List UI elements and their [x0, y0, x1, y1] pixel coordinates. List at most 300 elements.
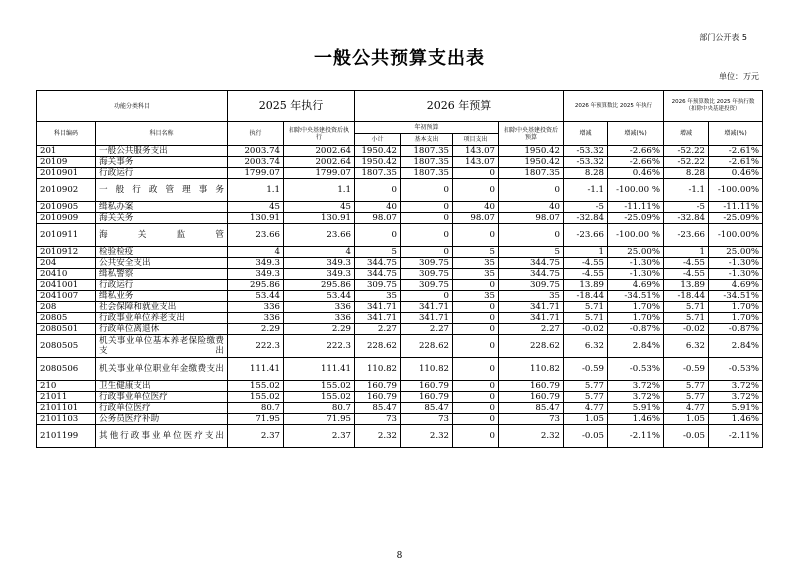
- cell-exec-excl: 4: [284, 247, 355, 258]
- cell-exec-excl: 336: [284, 302, 355, 313]
- cell-project: 143.07: [453, 146, 499, 157]
- cell-exec-excl: 349.3: [284, 258, 355, 269]
- table-row: [37, 358, 763, 381]
- cell-diff: -5: [564, 202, 608, 213]
- cell-name: 行政事业单位医疗: [96, 392, 228, 403]
- cell-exec-excl: 111.41: [284, 358, 355, 381]
- table-body: [37, 146, 763, 448]
- cell-project: 0: [453, 381, 499, 392]
- header-name: 科目名称: [96, 122, 228, 146]
- cell-total: 0: [355, 224, 401, 247]
- cell-exec-excl: 336: [284, 313, 355, 324]
- cell-diff: 1.05: [564, 414, 608, 425]
- cell-code: 2041007: [37, 291, 96, 302]
- cell-code: 2010911: [37, 224, 96, 247]
- cell-budget-excl: 1950.42: [499, 146, 564, 157]
- table-row: [37, 425, 763, 448]
- cell-project: 0: [453, 313, 499, 324]
- cell-pct2: 1.70%: [709, 302, 763, 313]
- cell-total: 160.79: [355, 392, 401, 403]
- cell-name: 行政事业单位养老支出: [96, 313, 228, 324]
- cell-pct: 2.84%: [608, 335, 664, 358]
- cell-diff2: 5.77: [664, 392, 709, 403]
- cell-basic: 309.75: [401, 258, 453, 269]
- cell-diff2: -1.1: [664, 179, 709, 202]
- cell-pct2: -0.53%: [709, 358, 763, 381]
- cell-budget-excl: 344.75: [499, 258, 564, 269]
- cell-pct: -100.00 %: [608, 224, 664, 247]
- cell-pct2: 3.72%: [709, 392, 763, 403]
- cell-pct: -0.87%: [608, 324, 664, 335]
- cell-project: 98.07: [453, 213, 499, 224]
- cell-diff2: 1: [664, 247, 709, 258]
- cell-name: 卫生健康支出: [96, 381, 228, 392]
- cell-budget-excl: 2.32: [499, 425, 564, 448]
- cell-pct: 1.70%: [608, 313, 664, 324]
- cell-exec: 349.3: [228, 258, 284, 269]
- cell-name: 一般行政管理事务: [96, 179, 228, 202]
- cell-code: 2041001: [37, 280, 96, 291]
- header-annual-budget: 年初预算: [355, 122, 499, 134]
- cell-pct2: 0.46%: [709, 168, 763, 179]
- cell-project: 0: [453, 280, 499, 291]
- cell-exec-excl: 155.02: [284, 392, 355, 403]
- cell-diff2: -23.66: [664, 224, 709, 247]
- cell-basic: 0: [401, 291, 453, 302]
- cell-basic: 228.62: [401, 335, 453, 358]
- cell-project: 143.07: [453, 157, 499, 168]
- cell-pct: -11.11%: [608, 202, 664, 213]
- cell-pct: -25.09%: [608, 213, 664, 224]
- cell-code: 2101199: [37, 425, 96, 448]
- cell-pct: -1.30%: [608, 269, 664, 280]
- cell-exec: 336: [228, 313, 284, 324]
- cell-pct2: 4.69%: [709, 280, 763, 291]
- cell-pct2: -2.61%: [709, 157, 763, 168]
- cell-pct: 3.72%: [608, 381, 664, 392]
- cell-exec-excl: 45: [284, 202, 355, 213]
- cell-exec-excl: 130.91: [284, 213, 355, 224]
- cell-code: 210: [37, 381, 96, 392]
- cell-project: 0: [453, 358, 499, 381]
- cell-total: 228.62: [355, 335, 401, 358]
- cell-project: 0: [453, 425, 499, 448]
- cell-code: 201: [37, 146, 96, 157]
- table-row: [37, 213, 763, 224]
- cell-diff: 13.89: [564, 280, 608, 291]
- cell-code: 21011: [37, 392, 96, 403]
- cell-project: 0: [453, 414, 499, 425]
- cell-diff2: -52.22: [664, 146, 709, 157]
- cell-diff2: 5.77: [664, 381, 709, 392]
- cell-basic: 2.32: [401, 425, 453, 448]
- cell-exec: 336: [228, 302, 284, 313]
- cell-exec: 2.29: [228, 324, 284, 335]
- cell-pct: 1.46%: [608, 414, 664, 425]
- table-row: [37, 302, 763, 313]
- cell-exec-excl: 2.37: [284, 425, 355, 448]
- cell-code: 2080505: [37, 335, 96, 358]
- cell-name: 社会保障和就业支出: [96, 302, 228, 313]
- cell-project: 0: [453, 168, 499, 179]
- cell-basic: 2.27: [401, 324, 453, 335]
- cell-total: 2.32: [355, 425, 401, 448]
- cell-diff: -23.66: [564, 224, 608, 247]
- cell-project: 0: [453, 403, 499, 414]
- cell-pct: -2.11%: [608, 425, 664, 448]
- table-row: [37, 224, 763, 247]
- header-diff: 增减: [564, 122, 608, 146]
- cell-code: 20109: [37, 157, 96, 168]
- cell-diff2: 5.71: [664, 313, 709, 324]
- cell-name: 海关事务: [96, 157, 228, 168]
- cell-exec: 45: [228, 202, 284, 213]
- cell-total: 40: [355, 202, 401, 213]
- cell-exec: 295.86: [228, 280, 284, 291]
- cell-name: 海关关务: [96, 213, 228, 224]
- table-row: [37, 269, 763, 280]
- cell-total: 73: [355, 414, 401, 425]
- cell-basic: 1807.35: [401, 168, 453, 179]
- header-function-class: 功能分类科目: [37, 91, 228, 122]
- cell-diff2: 4.77: [664, 403, 709, 414]
- table-row: [37, 392, 763, 403]
- cell-exec: 4: [228, 247, 284, 258]
- cell-exec: 2003.74: [228, 157, 284, 168]
- cell-diff2: -0.05: [664, 425, 709, 448]
- header-compare-exec-excl: 2026 年预算数比 2025 年执行数 （扣除中央基建投资）: [664, 91, 763, 122]
- cell-pct2: 3.72%: [709, 381, 763, 392]
- cell-basic: 0: [401, 213, 453, 224]
- cell-diff: 5.71: [564, 302, 608, 313]
- cell-exec-excl: 2002.64: [284, 146, 355, 157]
- cell-name: 缉私业务: [96, 291, 228, 302]
- cell-diff2: -4.55: [664, 269, 709, 280]
- cell-pct: 1.70%: [608, 302, 664, 313]
- cell-code: 2010902: [37, 179, 96, 202]
- cell-code: 2080501: [37, 324, 96, 335]
- cell-diff: 5.77: [564, 392, 608, 403]
- cell-pct2: 1.70%: [709, 313, 763, 324]
- cell-diff: -0.59: [564, 358, 608, 381]
- cell-basic: 160.79: [401, 381, 453, 392]
- cell-name: 一般公共服务支出: [96, 146, 228, 157]
- cell-code: 2101103: [37, 414, 96, 425]
- cell-exec-excl: 53.44: [284, 291, 355, 302]
- table-row: [37, 146, 763, 157]
- cell-code: 2101101: [37, 403, 96, 414]
- cell-code: 2010909: [37, 213, 96, 224]
- cell-budget-excl: 40: [499, 202, 564, 213]
- cell-pct2: -0.87%: [709, 324, 763, 335]
- table-row: [37, 381, 763, 392]
- cell-pct: 3.72%: [608, 392, 664, 403]
- cell-code: 20805: [37, 313, 96, 324]
- cell-name: 缉私办案: [96, 202, 228, 213]
- cell-diff: 5.71: [564, 313, 608, 324]
- cell-diff: 6.32: [564, 335, 608, 358]
- cell-basic: 0: [401, 224, 453, 247]
- cell-pct2: 25.00%: [709, 247, 763, 258]
- cell-pct: -2.66%: [608, 146, 664, 157]
- cell-exec-excl: 1.1: [284, 179, 355, 202]
- cell-total: 0: [355, 179, 401, 202]
- cell-basic: 309.75: [401, 280, 453, 291]
- cell-diff: 8.28: [564, 168, 608, 179]
- cell-exec: 130.91: [228, 213, 284, 224]
- cell-total: 2.27: [355, 324, 401, 335]
- cell-name: 检验检疫: [96, 247, 228, 258]
- cell-project: 40: [453, 202, 499, 213]
- cell-project: 0: [453, 302, 499, 313]
- cell-diff: 4.77: [564, 403, 608, 414]
- cell-basic: 309.75: [401, 269, 453, 280]
- cell-diff: 5.77: [564, 381, 608, 392]
- cell-diff: -32.84: [564, 213, 608, 224]
- cell-project: 35: [453, 291, 499, 302]
- header-pct2: 增减(%): [709, 122, 763, 146]
- cell-pct2: -1.30%: [709, 269, 763, 280]
- cell-budget-excl: 341.71: [499, 302, 564, 313]
- cell-total: 341.71: [355, 302, 401, 313]
- cell-exec-excl: 2.29: [284, 324, 355, 335]
- header-exec-2025: 2025 年执行: [228, 91, 355, 122]
- header-exec: 执行: [228, 122, 284, 146]
- cell-code: 208: [37, 302, 96, 313]
- cell-total: 98.07: [355, 213, 401, 224]
- cell-name: 行政运行: [96, 168, 228, 179]
- cell-basic: 341.71: [401, 302, 453, 313]
- header-total: 小计: [355, 134, 401, 146]
- table-row: [37, 280, 763, 291]
- cell-pct: -2.66%: [608, 157, 664, 168]
- header-basic: 基本支出: [401, 134, 453, 146]
- cell-name: 公务员医疗补助: [96, 414, 228, 425]
- table-row: [37, 313, 763, 324]
- cell-pct2: -1.30%: [709, 258, 763, 269]
- cell-exec-excl: 2002.64: [284, 157, 355, 168]
- cell-budget-excl: 73: [499, 414, 564, 425]
- cell-budget-excl: 344.75: [499, 269, 564, 280]
- table-row: [37, 157, 763, 168]
- cell-exec: 349.3: [228, 269, 284, 280]
- cell-code: 204: [37, 258, 96, 269]
- cell-diff2: 1.05: [664, 414, 709, 425]
- table-row: [37, 247, 763, 258]
- table-row: [37, 168, 763, 179]
- cell-diff2: 13.89: [664, 280, 709, 291]
- header-compare-exec: 2026 年预算数比 2025 年执行: [564, 91, 664, 122]
- cell-total: 110.82: [355, 358, 401, 381]
- cell-diff2: 8.28: [664, 168, 709, 179]
- cell-project: 0: [453, 392, 499, 403]
- table-number-label: 部门公开表 5: [699, 33, 747, 42]
- cell-budget-excl: 160.79: [499, 392, 564, 403]
- cell-name: 机关事业单位职业年金缴费支出: [96, 358, 228, 381]
- cell-name: 行政单位医疗: [96, 403, 228, 414]
- cell-diff2: 6.32: [664, 335, 709, 358]
- cell-pct: -1.30%: [608, 258, 664, 269]
- header-code: 科目编码: [37, 122, 96, 146]
- cell-total: 35: [355, 291, 401, 302]
- cell-basic: 0: [401, 247, 453, 258]
- cell-budget-excl: 1950.42: [499, 157, 564, 168]
- cell-name: 行政单位离退休: [96, 324, 228, 335]
- cell-total: 85.47: [355, 403, 401, 414]
- cell-diff2: 5.71: [664, 302, 709, 313]
- cell-project: 0: [453, 179, 499, 202]
- cell-diff2: -5: [664, 202, 709, 213]
- cell-name: 海关监管: [96, 224, 228, 247]
- cell-diff: -53.32: [564, 157, 608, 168]
- cell-basic: 160.79: [401, 392, 453, 403]
- cell-name: 公共安全支出: [96, 258, 228, 269]
- cell-budget-excl: 35: [499, 291, 564, 302]
- table-row: [37, 335, 763, 358]
- cell-exec: 1.1: [228, 179, 284, 202]
- cell-exec-excl: 1799.07: [284, 168, 355, 179]
- cell-basic: 0: [401, 202, 453, 213]
- budget-table: [36, 90, 763, 448]
- table-row: [37, 258, 763, 269]
- cell-basic: 85.47: [401, 403, 453, 414]
- cell-exec: 155.02: [228, 392, 284, 403]
- cell-project: 35: [453, 269, 499, 280]
- cell-code: 2080506: [37, 358, 96, 381]
- cell-budget-excl: 110.82: [499, 358, 564, 381]
- cell-code: 20410: [37, 269, 96, 280]
- cell-diff2: -32.84: [664, 213, 709, 224]
- cell-exec-excl: 155.02: [284, 381, 355, 392]
- cell-budget-excl: 160.79: [499, 381, 564, 392]
- cell-exec-excl: 80.7: [284, 403, 355, 414]
- unit-label: 单位：万元: [719, 72, 759, 81]
- cell-total: 1950.42: [355, 157, 401, 168]
- cell-pct2: -100.00%: [709, 224, 763, 247]
- cell-budget-excl: 5: [499, 247, 564, 258]
- cell-diff: -4.55: [564, 258, 608, 269]
- cell-project: 5: [453, 247, 499, 258]
- cell-budget-excl: 1807.35: [499, 168, 564, 179]
- cell-project: 0: [453, 335, 499, 358]
- header-budget-excl: 扣除中央基建投资后预算: [499, 122, 564, 146]
- table-row: [37, 403, 763, 414]
- cell-pct2: -2.11%: [709, 425, 763, 448]
- cell-budget-excl: 228.62: [499, 335, 564, 358]
- cell-basic: 1807.35: [401, 146, 453, 157]
- cell-code: 2010905: [37, 202, 96, 213]
- cell-name: 缉私警察: [96, 269, 228, 280]
- cell-code: 2010901: [37, 168, 96, 179]
- cell-diff: -53.32: [564, 146, 608, 157]
- cell-pct: -100.00 %: [608, 179, 664, 202]
- cell-exec: 2.37: [228, 425, 284, 448]
- cell-exec: 23.66: [228, 224, 284, 247]
- cell-total: 160.79: [355, 381, 401, 392]
- cell-project: 0: [453, 224, 499, 247]
- cell-diff: -4.55: [564, 269, 608, 280]
- cell-total: 344.75: [355, 269, 401, 280]
- cell-exec-excl: 71.95: [284, 414, 355, 425]
- cell-exec-excl: 349.3: [284, 269, 355, 280]
- cell-name: 其他行政事业单位医疗支出: [96, 425, 228, 448]
- cell-exec: 1799.07: [228, 168, 284, 179]
- table-row: [37, 291, 763, 302]
- cell-exec: 71.95: [228, 414, 284, 425]
- cell-exec: 222.3: [228, 335, 284, 358]
- cell-diff2: -4.55: [664, 258, 709, 269]
- cell-project: 35: [453, 258, 499, 269]
- cell-pct: 0.46%: [608, 168, 664, 179]
- cell-pct: 5.91%: [608, 403, 664, 414]
- cell-pct2: 2.84%: [709, 335, 763, 358]
- cell-pct2: 1.46%: [709, 414, 763, 425]
- cell-basic: 110.82: [401, 358, 453, 381]
- cell-total: 1950.42: [355, 146, 401, 157]
- cell-project: 0: [453, 324, 499, 335]
- cell-budget-excl: 341.71: [499, 313, 564, 324]
- cell-diff2: -52.22: [664, 157, 709, 168]
- table-row: [37, 414, 763, 425]
- cell-diff2: -0.59: [664, 358, 709, 381]
- cell-diff: -0.05: [564, 425, 608, 448]
- cell-basic: 1807.35: [401, 157, 453, 168]
- table-row: [37, 179, 763, 202]
- cell-code: 2010912: [37, 247, 96, 258]
- table-row: [37, 202, 763, 213]
- header-pct: 增减(%): [608, 122, 664, 146]
- cell-budget-excl: 98.07: [499, 213, 564, 224]
- cell-exec-excl: 295.86: [284, 280, 355, 291]
- cell-name: 机关事业单位基本养老保险缴费支出: [96, 335, 228, 358]
- cell-exec: 80.7: [228, 403, 284, 414]
- header-diff2: 增减: [664, 122, 709, 146]
- cell-diff: -1.1: [564, 179, 608, 202]
- header-budget-2026: 2026 年预算: [355, 91, 564, 122]
- cell-pct2: -11.11%: [709, 202, 763, 213]
- cell-exec-excl: 222.3: [284, 335, 355, 358]
- cell-exec: 111.41: [228, 358, 284, 381]
- header-exec-excl: 扣除中央基建投资后执行: [284, 122, 355, 146]
- cell-pct2: -100.00%: [709, 179, 763, 202]
- cell-diff2: -0.02: [664, 324, 709, 335]
- cell-exec: 2003.74: [228, 146, 284, 157]
- cell-exec: 53.44: [228, 291, 284, 302]
- cell-total: 1807.35: [355, 168, 401, 179]
- cell-pct: -0.53%: [608, 358, 664, 381]
- cell-pct: -34.51%: [608, 291, 664, 302]
- cell-exec: 155.02: [228, 381, 284, 392]
- page-title: 一般公共预算支出表: [314, 48, 485, 69]
- page-number: 8: [396, 551, 403, 561]
- cell-budget-excl: 85.47: [499, 403, 564, 414]
- cell-budget-excl: 0: [499, 224, 564, 247]
- cell-basic: 341.71: [401, 313, 453, 324]
- cell-pct2: -34.51%: [709, 291, 763, 302]
- cell-total: 344.75: [355, 258, 401, 269]
- cell-total: 5: [355, 247, 401, 258]
- cell-budget-excl: 309.75: [499, 280, 564, 291]
- cell-diff: -18.44: [564, 291, 608, 302]
- cell-diff2: -18.44: [664, 291, 709, 302]
- cell-pct: 4.69%: [608, 280, 664, 291]
- table-row: [37, 324, 763, 335]
- cell-pct2: -2.61%: [709, 146, 763, 157]
- cell-pct2: 5.91%: [709, 403, 763, 414]
- cell-diff: -0.02: [564, 324, 608, 335]
- cell-pct: 25.00%: [608, 247, 664, 258]
- cell-budget-excl: 0: [499, 179, 564, 202]
